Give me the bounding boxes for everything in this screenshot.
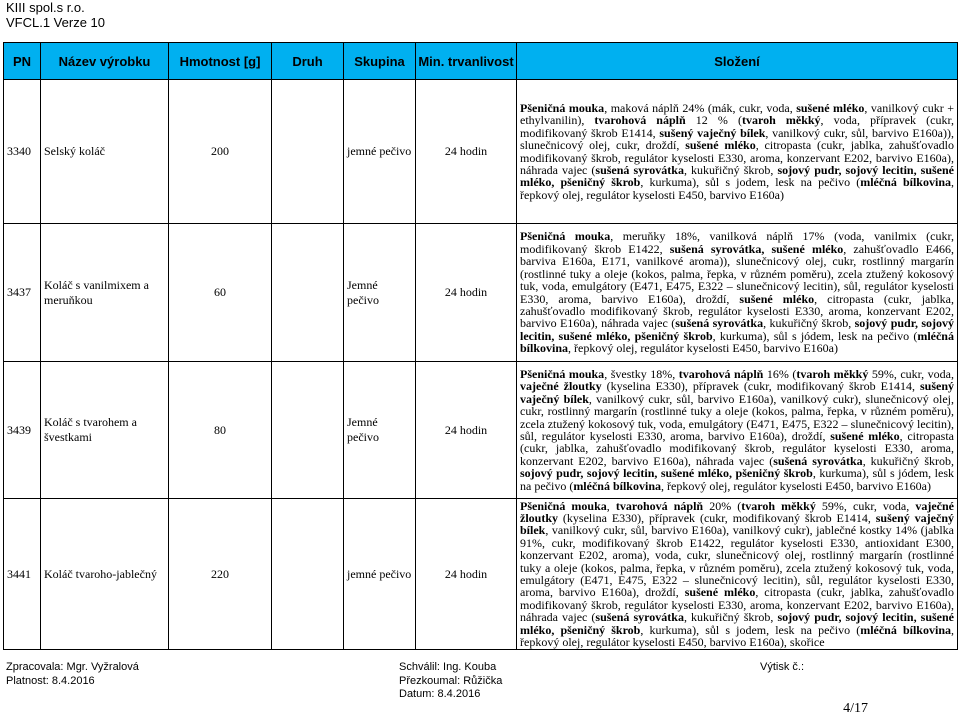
prepared-by: Zpracovala: Mgr. Vyžralová: [6, 661, 139, 673]
allergen-text: tvarohová náplň: [615, 498, 704, 513]
ingredient-text: , kukuřičný škrob,: [763, 316, 855, 331]
document-header: [6, 0, 105, 30]
product-name-cell: Koláč tvaroho-jablečný: [41, 499, 169, 650]
ingredient-text: 20% (: [703, 498, 742, 513]
allergen-text: sušená syrovátka: [675, 316, 764, 331]
weight-cell: 60: [169, 224, 272, 362]
weight-cell: 220: [169, 499, 272, 650]
shelf-life-cell: 24 hodin: [416, 362, 517, 499]
shelf-life-cell: 24 hodin: [416, 80, 517, 224]
footer-approval: [399, 661, 502, 702]
composition-cell: [517, 499, 958, 650]
ingredient-text: , vanilkový cukr, sůl, barvivo E160a)), slunečnicový olej, cukr, droždí,: [520, 125, 954, 153]
allergen-text: sušené mléko: [685, 138, 756, 153]
ingredient-text: , kurkuma), sůl s jódem, lesk na pečivo (: [712, 328, 918, 343]
allergen-text: sušené mléko: [796, 100, 865, 115]
ingredient-text: , kukuřičný škrob,: [862, 453, 955, 468]
table-row: [4, 362, 958, 499]
pn-cell: 3439: [4, 362, 41, 499]
allergen-text: sušené mléko: [739, 291, 815, 306]
type-cell: [272, 362, 344, 499]
group-cell: Jemné pečivo: [344, 224, 416, 362]
type-cell: [272, 224, 344, 362]
allergen-text: sušená syrovátka: [595, 610, 684, 625]
allergen-text: sojový pudr, sojový lecitin, sušené mléko, pšeničný škrob: [520, 316, 955, 343]
weight-cell: 200: [169, 80, 272, 224]
valid-from: Platnost: 8.4.2016: [6, 674, 95, 687]
allergen-text: mléčná bílkovina: [520, 328, 954, 356]
allergen-text: sušený vaječný bílek: [520, 510, 954, 538]
shelf-life-cell: 24 hodin: [416, 224, 517, 362]
approval-date: Datum: 8.4.2016: [399, 688, 481, 700]
ingredient-text: , voda, přípravek (cukr, modifikovaný škrob E1414,: [520, 113, 954, 140]
column-header-name: Název výrobku: [41, 43, 169, 80]
ingredient-text: , citropasta (cukr, jablka, zahušťovadlo modifikovaný škrob, regulátor kyselosti E330, aroma, konzervant E202, barvivo E160a), náhrada vajec (: [520, 138, 954, 177]
ingredient-text: 59%, cukr, voda,: [815, 498, 916, 513]
ingredient-text: (kyselina E330), přípravek (cukr, modifikovaný škrob E1414,: [558, 510, 876, 525]
group-cell: jemné pečivo: [344, 499, 416, 650]
allergen-text: Pšeničná mouka: [520, 100, 605, 115]
column-header-composition: Složení: [517, 43, 958, 80]
composition-cell: [517, 224, 958, 362]
allergen-text: sojový pudr, sojový lecitin, sušené mléko, pšeničný škrob: [520, 466, 813, 481]
column-header-pn: PN: [4, 43, 41, 80]
ingredient-text: , citropasta (cukr, jablka, zahušťovadlo modifikovaný škrob, regulátor kyselosti E330, aroma, konzervant E202, barvivo E160a), náhrada vajec (: [520, 429, 954, 468]
allergen-text: sušené mléko: [830, 429, 900, 443]
composition-cell: [517, 362, 958, 499]
ingredient-text: , kurkuma), sůl s jódem, lesk na pečivo (: [520, 466, 954, 493]
allergen-text: tvaroh měkký: [796, 366, 869, 381]
allergen-text: Pšeničná mouka: [520, 366, 605, 381]
group-cell: jemné pečivo: [344, 80, 416, 224]
approved-by: Schválil: Ing. Kouba: [399, 661, 497, 673]
pn-cell: 3441: [4, 499, 41, 650]
footer-prepared: [6, 661, 139, 688]
ingredient-text: , řepkový olej, regulátor kyselosti E450, barvivo E160a): [520, 175, 954, 202]
allergen-text: Pšeničná mouka: [520, 229, 611, 244]
ingredient-text: , vanilkový cukr, sůl, barvivo E160a), vanilkový cukr), slunečnicový olej, cukr, rostlinný margarín (rostlinné tuky a oleje (kokos, palma, řepka, v různém poměru), zcela ztužený kokosový tuk, voda, emulgátory (E471, E475, E322 – slunečnicový lecitin), sůl, regulátor kyselosti E330, aroma, barvivo E160a), droždí,: [520, 391, 954, 443]
table-row: [4, 499, 958, 650]
allergen-text: vaječné žloutky: [520, 498, 955, 525]
weight-cell: 80: [169, 362, 272, 499]
column-header-type: Druh: [272, 43, 344, 80]
product-spec-table: [3, 42, 958, 650]
company-name: KIII spol.s r.o.: [6, 0, 85, 15]
ingredient-text: , vanilkový cukr, sůl, barvivo E160a), vanilkový cukr), jablečné kostky 14% (jablka 91%, cukr, modifikovaný škrob E1422, regulátor kyselosti E330, antioxidant E300, konzervant E202, aroma), voda, cukr, slunečnicový olej, rostlinný margarín (rostlinné tuky a oleje (kokos, palma, řepka, v různém poměru), zcela ztužený kokosový tuk, voda, emulgátory (E471, E475, E322 – slunečnicový lecitin), sůl, regulátor kyselosti E330, aroma, barvivo E160a), droždí,: [520, 523, 954, 600]
allergen-text: sušené mléko: [684, 585, 756, 600]
allergen-text: mléčná bílkovina: [860, 622, 951, 637]
footer-copy: [760, 661, 804, 675]
group-cell: Jemné pečivo: [344, 362, 416, 499]
allergen-text: tvaroh měkký: [741, 113, 821, 128]
ingredient-text: , kukuřičný škrob,: [683, 162, 778, 177]
ingredient-text: , zahušťovadlo E466, barviva E160a, E171, vanilkové aroma)), slunečnicový olej, cukr, rostlinný margarín (rostlinné tuky a oleje (kokos, palma, řepka, v různém poměru), zcela ztužený kokosový tuk, voda, emulgátory (E471, E475, E322 – slunečnicový lecitin), sůl, regulátor kyselosti E330, aroma, barvivo E160a), droždí,: [520, 241, 954, 306]
ingredient-text: , kurkuma), sůl s jodem, lesk na pečivo (: [640, 622, 861, 637]
table-row: [4, 224, 958, 362]
allergen-text: sušený vaječný bílek: [659, 125, 766, 140]
ingredient-text: , řepkový olej, regulátor kyselosti E450, barvivo E160a): [661, 478, 931, 493]
ingredient-text: 12 % (: [685, 113, 742, 128]
pn-cell: 3340: [4, 80, 41, 224]
product-name-cell: Selský koláč: [41, 80, 169, 224]
type-cell: [272, 80, 344, 224]
shelf-life-cell: 24 hodin: [416, 499, 517, 650]
allergen-text: sušená syrovátka: [595, 162, 684, 177]
ingredient-text: , citropasta (cukr, jablka, zahušťovadlo modifikovaný škrob, regulátor kyselosti E330, aroma, konzervant E202, barvivo E160a), náhrada vajec (: [520, 585, 954, 625]
allergen-text: mléčná bílkovina: [860, 175, 951, 190]
allergen-text: mléčná bílkovina: [573, 478, 661, 493]
ingredient-text: , vanilkový cukr + ethylvanilin),: [520, 100, 954, 128]
reviewed-by: Přezkoumal: Růžička: [399, 674, 503, 687]
allergen-text: sušená syrovátka, sušené mléko: [669, 241, 844, 256]
type-cell: [272, 499, 344, 650]
allergen-text: tvarohová náplň: [594, 113, 686, 128]
allergen-text: sojový pudr, sojový lecitin, sušené mléko, pšeničný škrob: [520, 610, 954, 637]
document-version: VFCL.1 Verze 10: [6, 15, 105, 30]
table-row: [4, 80, 958, 224]
ingredient-text: , švestky 18%,: [604, 366, 679, 381]
ingredient-text: , kurkuma), sůl s jodem, lesk na pečivo (: [640, 175, 861, 190]
ingredient-text: , meruňky 18%, vanilková náplň 17% (voda, vanilmix (cukr, modifikovaný škrob E1422,: [520, 229, 954, 256]
ingredient-text: , maková náplň 24% (mák, cukr, voda,: [604, 100, 797, 115]
product-name-cell: Koláč s tvarohem a švestkami: [41, 362, 169, 499]
column-header-shelf-life: Min. trvanlivost: [416, 43, 517, 80]
allergen-text: tvarohová náplň: [678, 366, 764, 381]
ingredient-text: , kukuřičný škrob,: [683, 610, 778, 625]
copy-number: Výtisk č.:: [760, 661, 805, 673]
ingredient-text: (kyselina E330), přípravek (cukr, modifikovaný škrob E1414,: [601, 379, 920, 394]
allergen-text: sušená syrovátka: [773, 453, 863, 468]
composition-cell: [517, 80, 958, 224]
allergen-text: Pšeničná mouka: [520, 498, 607, 513]
allergen-text: vaječné žloutky: [520, 379, 602, 394]
allergen-text: sojový pudr, sojový lecitin, sušené mléko, pšeničný škrob: [520, 162, 954, 190]
ingredient-text: 59%, cukr, voda,: [868, 366, 955, 381]
page-number: 4/17: [843, 701, 868, 716]
allergen-text: sušený vaječný bílek: [520, 379, 954, 406]
ingredient-text: ,: [606, 498, 616, 513]
ingredient-text: , citropasta (cukr, jablka, zahušťovadlo modifikovaný škrob, regulátor kyselosti E330, aroma, konzervant E202, barvivo E160a), náhrada vajec (: [520, 291, 955, 331]
allergen-text: tvaroh měkký: [741, 498, 816, 513]
ingredient-text: , řepkový olej, regulátor kyselosti E450, barvivo E160a): [568, 341, 838, 356]
table-header-row: [4, 43, 958, 80]
column-header-group: Skupina: [344, 43, 416, 80]
ingredient-text: 16% (: [763, 366, 797, 381]
product-name-cell: Koláč s vanilmixem a meruňkou: [41, 224, 169, 362]
pn-cell: 3437: [4, 224, 41, 362]
ingredient-text: , řepkový olej, regulátor kyselosti E450, barvivo E160a), skořice: [520, 622, 954, 650]
column-header-weight: Hmotnost [g]: [169, 43, 272, 80]
